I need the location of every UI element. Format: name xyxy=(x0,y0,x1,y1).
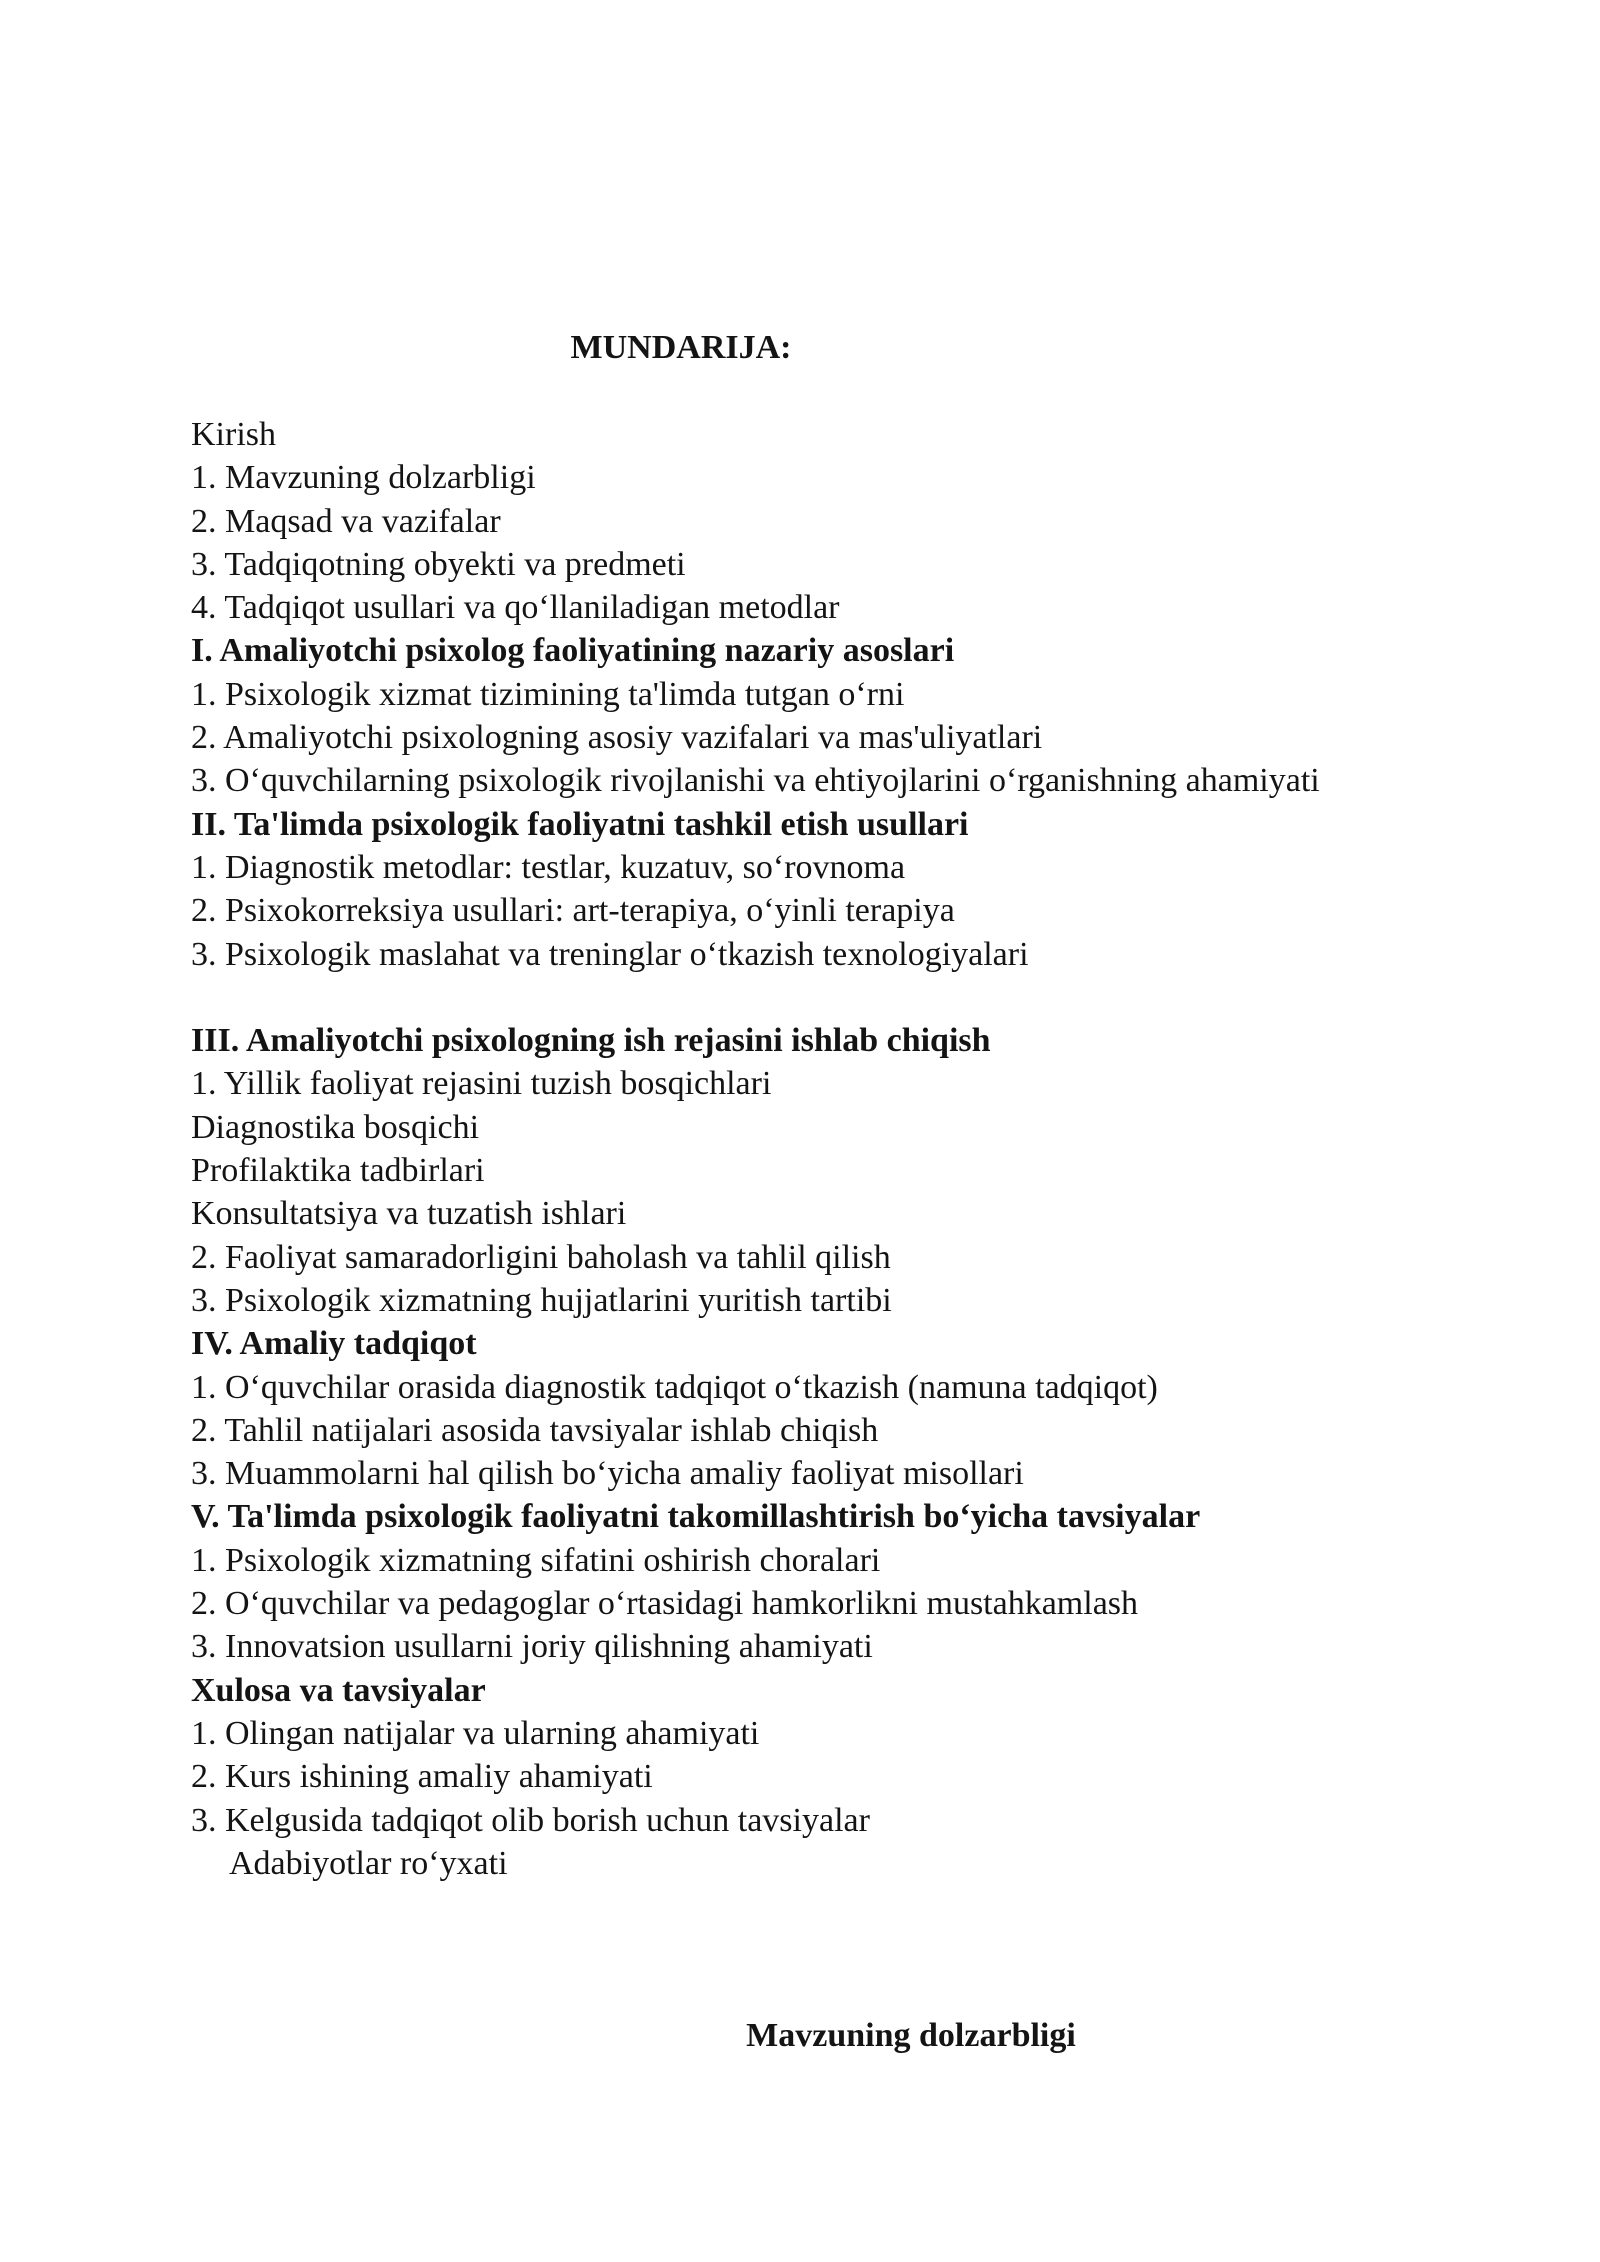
toc-entry: 3. Kelgusida tadqiqot olib borish uchun tavsiyalar xyxy=(191,1801,870,1839)
toc-entry: Konsultatsiya va tuzatish ishlari xyxy=(191,1195,627,1233)
toc-section-heading: V. Ta'limda psixologik faoliyatni takomillashtirish bo‘yicha tavsiyalar xyxy=(191,1498,1201,1536)
toc-entry: Kirish xyxy=(191,416,276,453)
toc-entry: 3. O‘quvchilarning psixologik rivojlanishi va ehtiyojlarini o‘rganishning ahamiyati xyxy=(191,762,1320,800)
toc-entry: 1. Mavzuning dolzarbligi xyxy=(191,459,536,497)
toc-entry: 1. Yillik faoliyat rejasini tuzish bosqichlari xyxy=(191,1065,772,1103)
toc-section-heading: II. Ta'limda psixologik faoliyatni tashkil etish usullari xyxy=(191,805,969,843)
toc-section-heading: IV. Amaliy tadqiqot xyxy=(191,1325,477,1363)
toc-entry: 2. Maqsad va vazifalar xyxy=(191,502,501,540)
toc-section-heading: I. Amaliyotchi psixolog faoliyatining nazariy asoslari xyxy=(191,632,955,670)
toc-entry: 2. Kurs ishining amaliy ahamiyati xyxy=(191,1758,653,1796)
toc-entry: 3. Psixologik maslahat va treninglar o‘tkazish texnologiyalari xyxy=(191,935,1029,973)
toc-entry: 1. O‘quvchilar orasida diagnostik tadqiqot o‘tkazish (namuna tadqiqot) xyxy=(191,1368,1158,1406)
toc-entry: 3. Tadqiqotning obyekti va predmeti xyxy=(191,545,686,583)
toc-entry: 2. Faoliyat samaradorligini baholash va tahlil qilish xyxy=(191,1238,891,1276)
toc-entry: 2. O‘quvchilar va pedagoglar o‘rtasidagi hamkorlikni mustahkamlash xyxy=(191,1585,1139,1623)
toc-entry: 1. Olingan natijalar va ularning ahamiyati xyxy=(191,1714,760,1752)
toc-entry: 2. Psixokorreksiya usullari: art-terapiya, o‘yinli terapiya xyxy=(191,892,955,930)
toc-entry: 1. Diagnostik metodlar: testlar, kuzatuv, so‘rovnoma xyxy=(191,848,906,886)
toc-entry: Adabiyotlar ro‘yxati xyxy=(229,1844,508,1882)
toc-title: MUNDARIJA: xyxy=(570,329,792,366)
toc-entry: 1. Psixologik xizmatning sifatini oshirish choralari xyxy=(191,1541,881,1579)
toc-section-heading: III. Amaliyotchi psixologning ish rejasini ishlab chiqish xyxy=(191,1022,991,1060)
toc-entry: Profilaktika tadbirlari xyxy=(191,1152,485,1190)
toc-entry: 4. Tadqiqot usullari va qo‘llaniladigan metodlar xyxy=(191,589,840,627)
toc-entry: 1. Psixologik xizmat tizimining ta'limda tutgan o‘rni xyxy=(191,675,905,713)
section-title: Mavzuning dolzarbligi xyxy=(746,2017,1076,2054)
toc-entry: 3. Muammolarni hal qilish bo‘yicha amaliy faoliyat misollari xyxy=(191,1455,1024,1493)
table-of-contents xyxy=(191,413,1320,1885)
toc-entry: 2. Tahlil natijalari asosida tavsiyalar ishlab chiqish xyxy=(191,1411,879,1449)
toc-entry: Diagnostika bosqichi xyxy=(191,1108,480,1146)
toc-section-heading: Xulosa va tavsiyalar xyxy=(191,1671,486,1709)
toc-entry: 3. Innovatsion usullarni joriy qilishning ahamiyati xyxy=(191,1628,873,1666)
toc-entry: 3. Psixologik xizmatning hujjatlarini yuritish tartibi xyxy=(191,1281,892,1319)
toc-entry: 2. Amaliyotchi psixologning asosiy vazifalari va mas'uliyatlari xyxy=(191,719,1043,757)
